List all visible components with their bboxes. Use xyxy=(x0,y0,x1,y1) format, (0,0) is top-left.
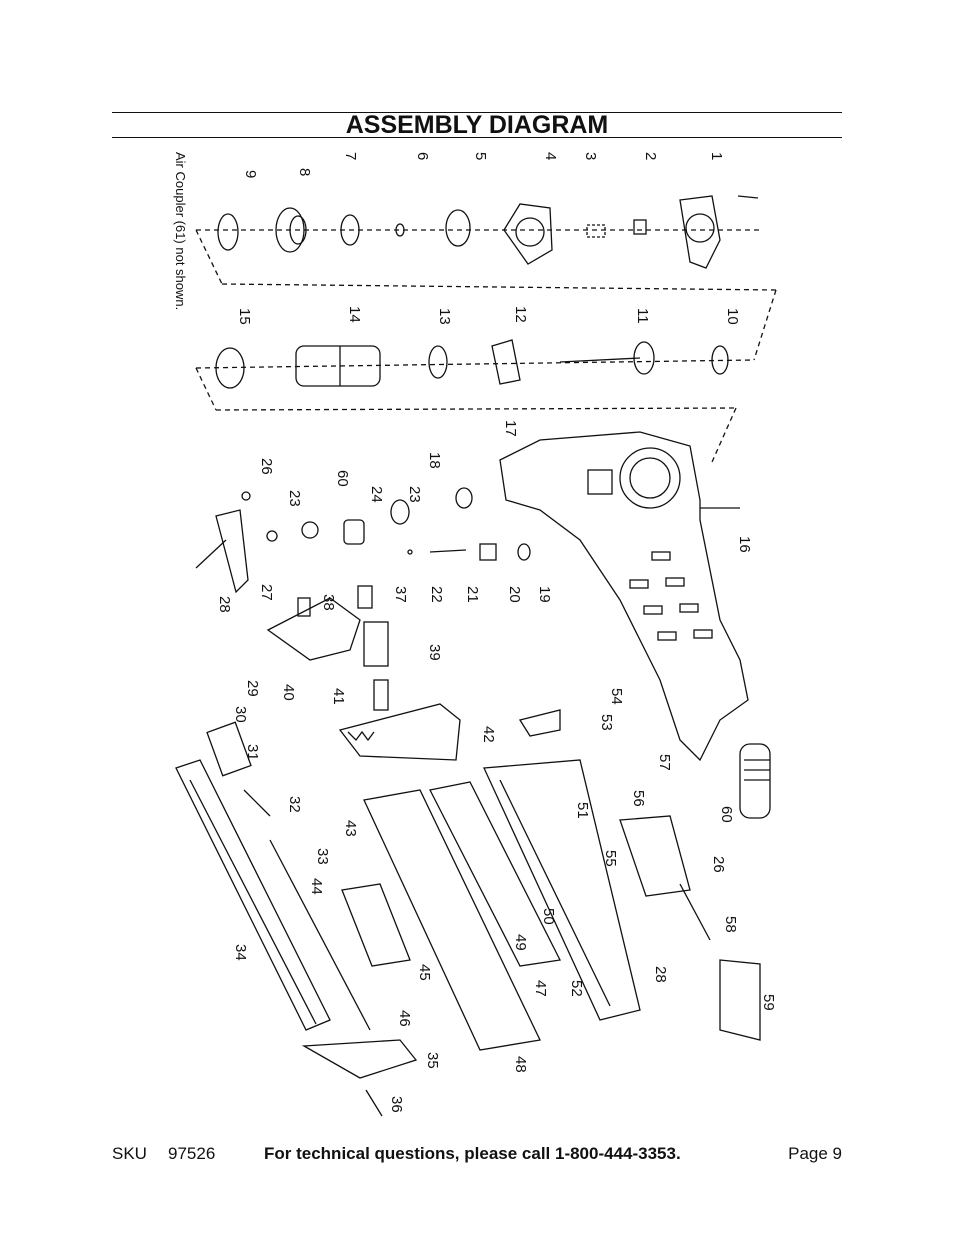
part-label: 46 xyxy=(396,1010,413,1027)
page-footer xyxy=(112,1143,842,1165)
part-label: 56 xyxy=(630,790,647,807)
part-label: 39 xyxy=(426,644,443,661)
part-label: 9 xyxy=(242,170,259,179)
part-label: 53 xyxy=(598,714,615,731)
part-label: 45 xyxy=(416,964,433,981)
part-label: 41 xyxy=(330,688,347,705)
part-label: 51 xyxy=(574,802,591,819)
part-label: 5 xyxy=(472,152,489,161)
part-label: 27 xyxy=(258,584,275,601)
part-label: 30 xyxy=(232,706,249,723)
part-label: 58 xyxy=(722,916,739,933)
part-label: 3 xyxy=(582,152,599,161)
part-label: 31 xyxy=(244,744,261,761)
part-label: 16 xyxy=(736,536,753,553)
lower-rails xyxy=(176,710,770,1116)
part-label: 33 xyxy=(314,848,331,865)
part-label: 6 xyxy=(414,152,431,161)
part-label: 54 xyxy=(608,688,625,705)
part-label: 26 xyxy=(710,856,727,873)
sku-number: 97526 xyxy=(168,1144,216,1163)
part-label: 29 xyxy=(244,680,261,697)
part-label: 23 xyxy=(286,490,303,507)
part-label: 1 xyxy=(708,152,725,161)
part-label: 42 xyxy=(480,726,497,743)
part-label: 8 xyxy=(296,168,313,177)
top-row-bracket xyxy=(196,230,776,462)
part-label: 34 xyxy=(232,944,249,961)
top-row-parts xyxy=(218,196,758,268)
part-label: 43 xyxy=(342,820,359,837)
part-label: 55 xyxy=(602,850,619,867)
part-label: 19 xyxy=(536,586,553,603)
part-label: 44 xyxy=(308,878,325,895)
part-label: 28 xyxy=(216,596,233,613)
part-label: 24 xyxy=(368,486,385,503)
part-label: 26 xyxy=(258,458,275,475)
part-label: 4 xyxy=(542,152,559,161)
part-label: 22 xyxy=(428,586,445,603)
part-label: 7 xyxy=(342,152,359,161)
second-row-parts xyxy=(216,340,728,388)
part-label: 35 xyxy=(424,1052,441,1069)
part-label: 14 xyxy=(346,306,363,323)
air-coupler-note: Air Coupler (61) not shown. xyxy=(173,152,188,311)
grip-slots xyxy=(630,552,712,640)
part-label: 59 xyxy=(760,994,777,1011)
part-label: 60 xyxy=(718,806,735,823)
part-label: 23 xyxy=(406,486,423,503)
part-label: 28 xyxy=(652,966,669,983)
sku-label: SKU xyxy=(112,1144,147,1163)
part-label: 21 xyxy=(464,586,481,603)
part-label: 60 xyxy=(334,470,351,487)
part-label: 48 xyxy=(512,1056,529,1073)
part-label: 11 xyxy=(634,308,651,324)
part-label: 17 xyxy=(502,420,519,437)
part-label: 37 xyxy=(392,586,409,603)
part-label: 50 xyxy=(540,908,557,925)
part-label: 47 xyxy=(532,980,549,997)
part-label: 2 xyxy=(642,152,659,161)
page-title: ASSEMBLY DIAGRAM xyxy=(345,111,609,139)
part-label: 32 xyxy=(286,796,303,813)
part-label: 10 xyxy=(724,308,741,325)
part-label: 52 xyxy=(568,980,585,997)
part-label: 38 xyxy=(320,594,337,611)
part-label: 57 xyxy=(656,754,673,771)
page-number: Page 9 xyxy=(788,1144,842,1163)
part-number-labels xyxy=(216,152,777,1113)
part-label: 15 xyxy=(236,308,253,325)
part-label: 20 xyxy=(506,586,523,603)
part-label: 13 xyxy=(436,308,453,325)
part-label: 12 xyxy=(512,306,529,323)
part-label: 49 xyxy=(512,934,529,951)
part-label: 18 xyxy=(426,452,443,469)
part-label: 40 xyxy=(280,684,297,701)
part-label: 36 xyxy=(388,1096,405,1113)
technical-support-line: For technical questions, please call 1-800-444-3353. xyxy=(264,1144,681,1163)
